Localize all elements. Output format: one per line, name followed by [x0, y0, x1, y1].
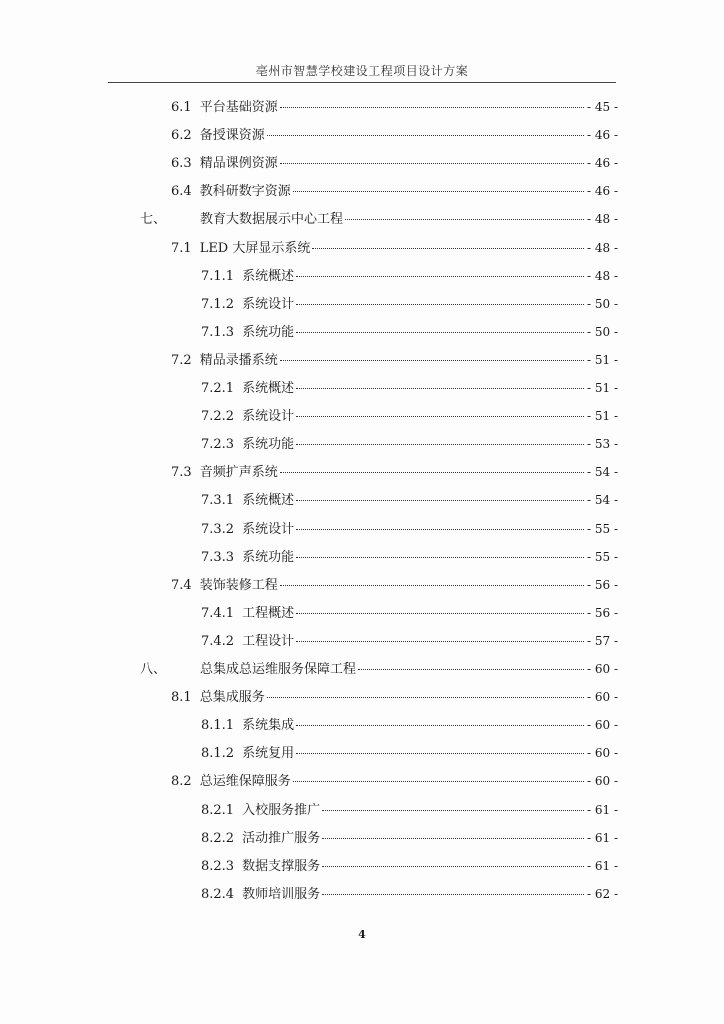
toc-entry	[201, 433, 618, 455]
dot-leader	[322, 838, 584, 839]
dot-leader	[296, 529, 584, 530]
toc-entry	[201, 630, 618, 652]
toc-entry	[201, 293, 618, 315]
toc-entry-number: 7.2.3	[201, 437, 235, 453]
toc-entry-page: - 62 -	[586, 886, 618, 901]
toc-entry-title: 平台基础资源	[199, 100, 278, 115]
toc-entry-title: 工程概述	[242, 605, 295, 621]
toc-entry-title: 备授课资源	[199, 128, 265, 144]
dot-leader	[296, 500, 584, 501]
toc-entry	[171, 686, 618, 708]
toc-entry-page: - 61 -	[586, 802, 618, 817]
toc-entry-page: - 53 -	[586, 437, 618, 452]
toc-entry	[171, 461, 618, 483]
toc-entry-page: - 60 -	[586, 746, 618, 761]
dot-leader	[312, 248, 584, 249]
toc-entry	[171, 180, 618, 202]
toc-entry-title: 系统复用	[242, 746, 295, 762]
toc-entry-page: - 50 -	[586, 296, 618, 311]
dot-leader	[280, 472, 584, 473]
toc-entry-page: - 61 -	[586, 858, 618, 873]
toc-entry-page: - 55 -	[586, 549, 618, 564]
toc-entry-number: 7.3.1	[201, 493, 235, 509]
toc-entry-number: 6.2	[171, 128, 192, 144]
toc-entry	[140, 208, 618, 230]
toc-entry-number: 7.2.1	[201, 381, 235, 396]
toc-entry	[201, 602, 618, 624]
dot-leader	[296, 276, 584, 277]
toc-entry-page: - 48 -	[586, 212, 618, 227]
toc-entry-number: 7.4	[171, 577, 192, 593]
toc-entry-number: 7.1.3	[201, 324, 235, 340]
toc-entry-number: 8.1	[171, 690, 192, 706]
dot-leader	[296, 613, 584, 614]
toc-entry-title: 教师培训服务	[242, 886, 321, 902]
toc-entry-number: 八、	[140, 662, 167, 677]
toc-entry	[171, 574, 618, 596]
toc-entry-title: 精品课例资源	[199, 156, 278, 172]
toc-entry	[201, 714, 618, 736]
dot-leader	[296, 332, 584, 333]
toc-entry-title: 数据支撑服务	[242, 858, 321, 874]
toc-entry-number: 7.1.2	[201, 296, 235, 312]
toc-entry-number: 7.3.2	[201, 521, 235, 537]
toc-entry-page: - 60 -	[586, 718, 618, 733]
dot-leader	[280, 585, 584, 586]
toc-entry	[201, 546, 618, 568]
toc-entry	[201, 518, 618, 540]
dot-leader	[358, 669, 584, 670]
toc-entry-title: 系统设计	[242, 409, 295, 425]
toc-entry	[140, 658, 618, 680]
toc-entry-page: - 51 -	[586, 352, 618, 367]
toc-entry	[201, 799, 618, 821]
toc-entry-page: - 50 -	[586, 324, 618, 339]
dot-leader	[280, 107, 584, 108]
toc-entry-page: - 61 -	[586, 830, 618, 845]
toc-entry-title: 系统设计	[242, 521, 295, 537]
toc-entry-page: - 54 -	[586, 493, 618, 508]
toc-entry-page: - 46 -	[586, 184, 618, 199]
toc-entry	[201, 321, 618, 343]
toc-entry-page: - 56 -	[586, 605, 618, 620]
toc-entry-page: - 46 -	[586, 128, 618, 143]
toc-entry	[171, 152, 618, 174]
toc-entry-page: - 60 -	[586, 662, 618, 676]
toc-entry-page: - 48 -	[586, 268, 618, 283]
toc-entry-page: - 57 -	[586, 633, 618, 648]
toc-entry-number: 7.1.1	[201, 268, 235, 284]
toc-entry-title: 精品录播系统	[199, 352, 278, 368]
dot-leader	[296, 444, 584, 445]
page-header-title: 亳州市智慧学校建设工程项目设计方案	[255, 64, 469, 78]
toc-entry-page: - 60 -	[586, 774, 618, 789]
toc-entry	[171, 124, 618, 146]
toc-entry-title: 系统集成	[242, 718, 295, 734]
dot-leader	[296, 304, 584, 305]
dot-leader	[296, 641, 584, 642]
toc-entry-number: 8.2.3	[201, 858, 235, 874]
toc-entry-page: - 55 -	[586, 521, 618, 536]
toc-entry	[171, 96, 618, 118]
toc-entry-page: - 60 -	[586, 690, 618, 705]
toc-entry-number: 7.2.2	[201, 409, 235, 425]
toc-entry-number: 6.1	[171, 100, 192, 115]
toc-entry-number: 7.1	[171, 240, 192, 256]
toc-entry-title: 系统功能	[242, 437, 295, 453]
toc-entry-title: 活动推广服务	[242, 830, 321, 846]
toc-entry	[201, 883, 618, 905]
toc-entry	[201, 265, 618, 287]
toc-entry-page: - 51 -	[586, 409, 618, 424]
toc-entry-title: 系统功能	[242, 324, 295, 340]
dot-leader	[296, 725, 584, 726]
toc-entry-page: - 48 -	[586, 240, 618, 255]
dot-leader	[322, 894, 584, 895]
dot-leader	[322, 810, 584, 811]
toc-entry-number: 七、	[140, 212, 167, 228]
toc-entry-page: - 45 -	[586, 100, 618, 114]
toc-entry-page: - 56 -	[586, 577, 618, 592]
toc-entry	[171, 237, 618, 259]
toc-entry-title: 总集成服务	[199, 690, 265, 706]
dot-leader	[293, 191, 584, 192]
toc-entry	[171, 349, 618, 371]
toc-entry-title: 教育大数据展示中心工程	[200, 212, 344, 228]
toc-entry-number: 8.2.1	[201, 802, 235, 818]
dot-leader	[280, 163, 584, 164]
toc-entry-page: - 51 -	[586, 381, 618, 395]
toc-entry-number: 8.2	[171, 774, 192, 790]
toc-entry-title: 系统概述	[242, 381, 295, 396]
toc-entry	[171, 770, 618, 792]
toc-entry-title: 系统概述	[242, 268, 295, 284]
toc-entry-title: 总集成总运维服务保障工程	[200, 662, 357, 677]
dot-leader	[280, 360, 584, 361]
toc-entry-number: 8.1.2	[201, 746, 235, 762]
dot-leader	[296, 753, 584, 754]
toc-entry	[201, 827, 618, 849]
toc-entry-number: 8.1.1	[201, 718, 235, 734]
dot-leader	[345, 219, 584, 220]
toc-entry	[201, 405, 618, 427]
toc-entry-number: 6.3	[171, 156, 192, 172]
toc-entry-page: - 54 -	[586, 465, 618, 480]
toc-entry-number: 6.4	[171, 184, 192, 200]
toc-entry	[201, 489, 618, 511]
toc-entry-number: 7.3.3	[201, 549, 235, 565]
toc-entry-number: 7.3	[171, 465, 192, 481]
toc-entry-title: 系统概述	[242, 493, 295, 509]
dot-leader	[267, 135, 584, 136]
dot-leader	[296, 388, 584, 389]
toc-entry-title: 装饰装修工程	[199, 577, 278, 593]
toc-entry	[201, 377, 618, 399]
toc-entry-number: 7.4.2	[201, 633, 235, 649]
toc-entry-number: 8.2.4	[201, 886, 235, 902]
header-divider	[108, 82, 616, 83]
dot-leader	[267, 697, 584, 698]
toc-entry-title: 工程设计	[242, 633, 295, 649]
toc-entry-number: 7.4.1	[201, 605, 235, 621]
toc-entry-title: 系统设计	[242, 296, 295, 312]
toc-entry-title: 系统功能	[242, 549, 295, 565]
dot-leader	[293, 781, 584, 782]
toc-entry-number: 7.2	[171, 352, 192, 368]
page-number: 4	[358, 928, 366, 941]
toc-entry-title: 总运维保障服务	[199, 774, 291, 790]
dot-leader	[296, 416, 584, 417]
dot-leader	[296, 557, 584, 558]
toc-entry-title: 入校服务推广	[242, 802, 321, 818]
dot-leader	[322, 866, 584, 867]
toc-entry	[201, 855, 618, 877]
toc-entry-title: 音频扩声系统	[199, 465, 278, 481]
toc-entry-title: LED 大屏显示系统	[199, 240, 311, 256]
toc-entry-number: 8.2.2	[201, 830, 235, 846]
toc-entry	[201, 742, 618, 764]
toc-entry-title: 教科研数字资源	[199, 184, 291, 200]
toc-entry-page: - 46 -	[586, 156, 618, 171]
